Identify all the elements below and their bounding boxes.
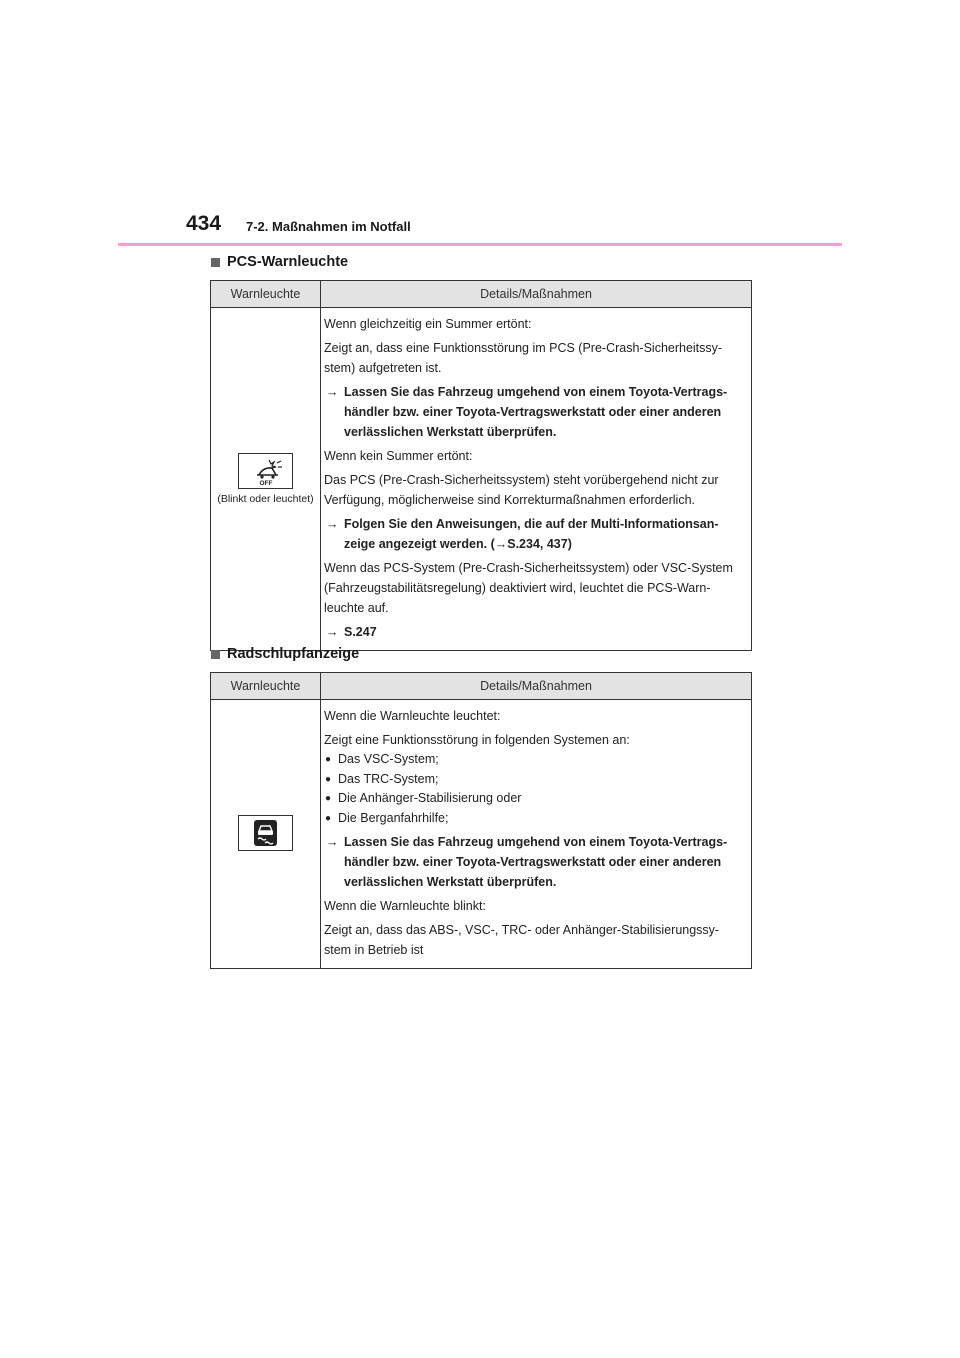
- bullet-icon: ●: [325, 812, 332, 824]
- list-item-text: Die Berganfahrhilfe;: [338, 810, 449, 825]
- warning-light-cell: [211, 308, 321, 651]
- list-item-text: Das TRC-System;: [338, 771, 439, 786]
- description-text: Wenn das PCS-System (Pre-Crash-Sicherheitssystem) oder VSC-System (Fahrzeugstabilitätsregelung) deaktiviert wird, leuchtet die PCS-Warn-leuchte auf.: [324, 561, 733, 615]
- chapter-title: 7-2. Maßnahmen im Notfall: [246, 219, 411, 234]
- action-item: [324, 382, 743, 442]
- list-item: [324, 789, 743, 809]
- description-text: Das PCS (Pre-Crash-Sicherheitssystem) steht vorübergehend nicht zur Verfügung, möglicherweise sind Korrekturmaßnahmen erforderlich.: [324, 473, 719, 507]
- column-header-details: Details/Maßnahmen: [321, 673, 752, 700]
- square-bullet-icon: [211, 258, 220, 267]
- slip-indicator-icon: [238, 815, 293, 851]
- arrow-icon: →: [326, 625, 339, 639]
- slip-indicator-table: [210, 672, 752, 969]
- column-header-warning-light: Warnleuchte: [211, 281, 321, 308]
- list-item: [324, 750, 743, 770]
- section-heading-pcs: [211, 254, 348, 270]
- off-label: OFF: [259, 480, 273, 487]
- list-item-text: Die Anhänger-Stabilisierung oder: [338, 791, 522, 805]
- page-reference-item[interactable]: [324, 622, 743, 642]
- bullet-icon: ●: [325, 754, 332, 765]
- column-header-details: Details/Maßnahmen: [321, 281, 752, 308]
- section-heading-slip: [211, 646, 359, 662]
- description-text: Zeigt an, dass eine Funktionsstörung im PCS (Pre-Crash-Sicherheitssy-stem) aufgetreten ist.: [324, 341, 723, 375]
- page-number: 434: [186, 212, 222, 235]
- pcs-off-warning-icon: [238, 453, 293, 489]
- action-item: [324, 832, 743, 892]
- condition-text: Wenn kein Summer ertönt:: [324, 449, 473, 463]
- description-text: Zeigt an, dass das ABS-, VSC-, TRC- oder Anhänger-Stabilisierungssy-stem in Betrieb ist: [324, 923, 720, 957]
- list-item: [324, 809, 743, 829]
- arrow-icon: →: [326, 835, 339, 849]
- section-title: Radschlupfanzeige: [227, 646, 360, 662]
- column-header-warning-light: Warnleuchte: [211, 673, 321, 700]
- details-cell: [321, 700, 752, 969]
- action-item: [324, 514, 743, 554]
- warning-light-cell: [211, 700, 321, 969]
- section-title: PCS-Warnleuchte: [227, 254, 349, 270]
- pcs-warning-table: [210, 280, 752, 651]
- bullet-icon: ●: [325, 773, 332, 785]
- action-text: Folgen Sie den Anweisungen, die auf der Multi-Informationsan-zeige angezeigt werden. (→S.234, 437): [344, 517, 719, 551]
- header-divider: [118, 243, 842, 246]
- details-cell: [321, 308, 752, 651]
- action-text: Lassen Sie das Fahrzeug umgehend von einem Toyota-Vertrags-händler bzw. einer Toyota-Vertragswerkstatt oder einer anderen verlässlichen Werkstatt überprüfen.: [344, 835, 728, 889]
- condition-text: Wenn die Warnleuchte leuchtet:: [324, 709, 501, 723]
- icon-caption: (Blinkt oder leuchtet): [217, 493, 314, 505]
- description-text: Zeigt eine Funktionsstörung in folgenden Systemen an:: [324, 733, 630, 747]
- action-text: Lassen Sie das Fahrzeug umgehend von einem Toyota-Vertrags-händler bzw. einer Toyota-Vertragswerkstatt oder einer anderen verlässlichen Werkstatt überprüfen.: [344, 385, 728, 439]
- arrow-icon: →: [326, 517, 339, 531]
- page-reference-link[interactable]: S.247: [344, 625, 377, 639]
- bullet-icon: ●: [325, 793, 332, 804]
- table-row: [211, 700, 752, 969]
- arrow-icon: →: [326, 385, 339, 399]
- list-item: [324, 770, 743, 790]
- condition-text: Wenn gleichzeitig ein Summer ertönt:: [324, 317, 532, 331]
- square-bullet-icon: [211, 650, 220, 659]
- list-item-text: Das VSC-System;: [338, 752, 439, 766]
- condition-text: Wenn die Warnleuchte blinkt:: [324, 899, 486, 913]
- table-row: [211, 308, 752, 651]
